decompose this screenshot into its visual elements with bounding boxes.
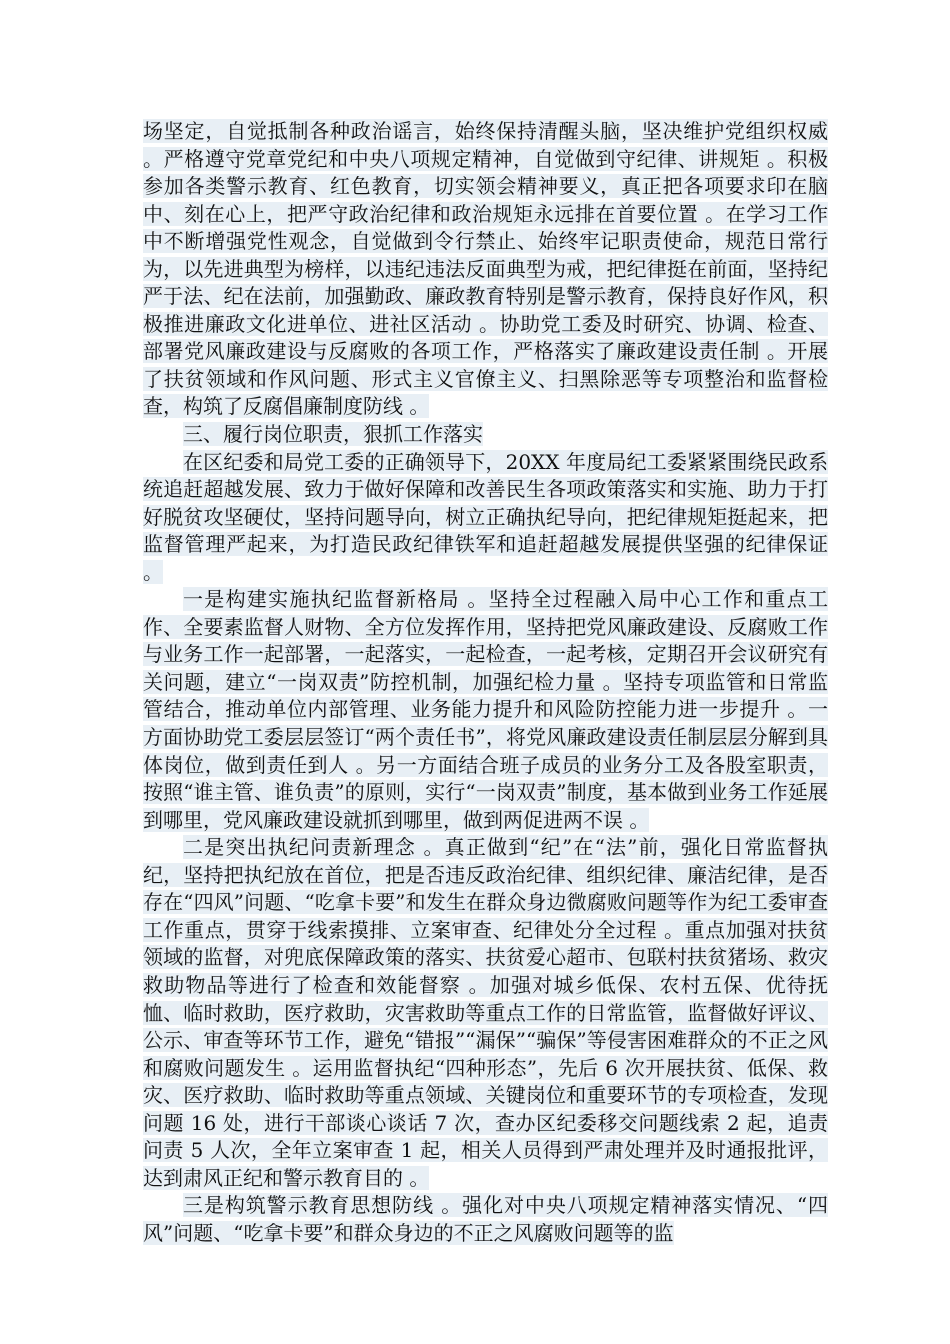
paragraph-item-one [143,586,828,834]
paragraph-continuation [143,118,828,421]
paragraph-item-three [143,1192,828,1247]
paragraph-intro [143,449,828,587]
section-heading [143,421,828,449]
section-heading-text: 三、履行岗位职责，狠抓工作落实 [183,422,483,447]
paragraph-item-two [143,834,828,1192]
paragraph-text: 二是突出执纪问责新理念 。真正做到“纪”在“法”前，强化日常监督执纪，坚持把执纪放在首位，把是否违反政治纪律、组织纪律、廉洁纪律，是否存在“四风”问题、“吃拿卡要”和发生在群众身边微腐败问题等作为纪工委审查工作重点，贯穿于线索摸排、立案审查、纪律处分全过程 。重点加强对扶贫领域的监督，对兜底保障政策的落实、扶贫爱心超市、包联村扶贫猪场、救灾救助物品等进行了检查和效能督察 。加强对城乡低保、农村五保、优待抚恤、临时救助，医疗救助，灾害救助等重点工作的日常监管，监督做好评议、公示、审查等环节工作，避免“错报”“漏保”“骗保”等侵害困难群众的不正之风和腐败问题发生 。运用监督执纪“四种形态”，先后 6 次开展扶贫、低保、救灾、医疗救助、临时救助等重点领域、关键岗位和重要环节的专项检查，发现问题 16 处，进行干部谈心谈话 7 次，查办区纪委移交问题线索 2 起，追责问责 5 人次，全年立案审查 1 起，相关人员得到严肃处理并及时通报批评，达到肃风正纪和警示教育目的 。 [143,835,828,1190]
paragraph-text: 在区纪委和局党工委的正确领导下，20XX 年度局纪工委紧紧围绕民政系统追赶超越发展、致力于做好保障和改善民生各项政策落实和实施、助力于打好脱贫攻坚硬仗，坚持问题导向，树立正确执纪导向，把纪律规矩挺起来，把监督管理严起来，为打造民政纪律铁军和追赶超越发展提供坚强的纪律保证 。 [143,449,828,584]
paragraph-text: 一是构建实施执纪监督新格局 。坚持全过程融入局中心工作和重点工作、全要素监督人财物、全方位发挥作用，坚持把党风廉政建设、反腐败工作与业务工作一起部署，一起落实，一起检查，一起考核，定期召开会议研究有关问题，建立“一岗双责”防控机制，加强纪检力量 。坚持专项监管和日常监管结合，推动单位内部管理、业务能力提升和风险防控能力进一步提升 。一方面协助党工委层层签订“两个责任书”，将党风廉政建设责任制层层分解到具体岗位，做到责任到人 。另一方面结合班子成员的业务分工及各股室职责，按照“谁主管、谁负责”的原则，实行“一岗双责”制度，基本做到业务工作延展到哪里，党风廉政建设就抓到哪里，做到两促进两不误 。 [143,587,828,832]
paragraph-text: 场坚定，自觉抵制各种政治谣言，始终保持清醒头脑，坚决维护党组织权威 。严格遵守党章党纪和中央八项规定精神，自觉做到守纪律、讲规矩 。积极参加各类警示教育、红色教育，切实领会精神要义，真正把各项要求印在脑中、刻在心上，把严守政治纪律和政治规矩永远排在首要位置 。在学习工作中不断增强党性观念，自觉做到令行禁止、始终牢记职责使命，规范日常行为，以先进典型为榜样，以违纪违法反面典型为戒，把纪律挺在前面，坚持纪严于法、纪在法前，加强勤政、廉政教育特别是警示教育，保持良好作风，积极推进廉政文化进单位、进社区活动 。协助党工委及时研究、协调、检查、部署党风廉政建设与反腐败的各项工作，严格落实了廉政建设责任制 。开展了扶贫领域和作风问题、形式主义官僚主义、扫黑除恶等专项整治和监督检查，构筑了反腐倡廉制度防线 。 [143,119,828,419]
paragraph-text: 三是构筑警示教育思想防线 。强化对中央八项规定精神落实情况、“四风”问题、“吃拿卡要”和群众身边的不正之风腐败问题等的监 [143,1193,828,1245]
document-body [143,118,828,1247]
